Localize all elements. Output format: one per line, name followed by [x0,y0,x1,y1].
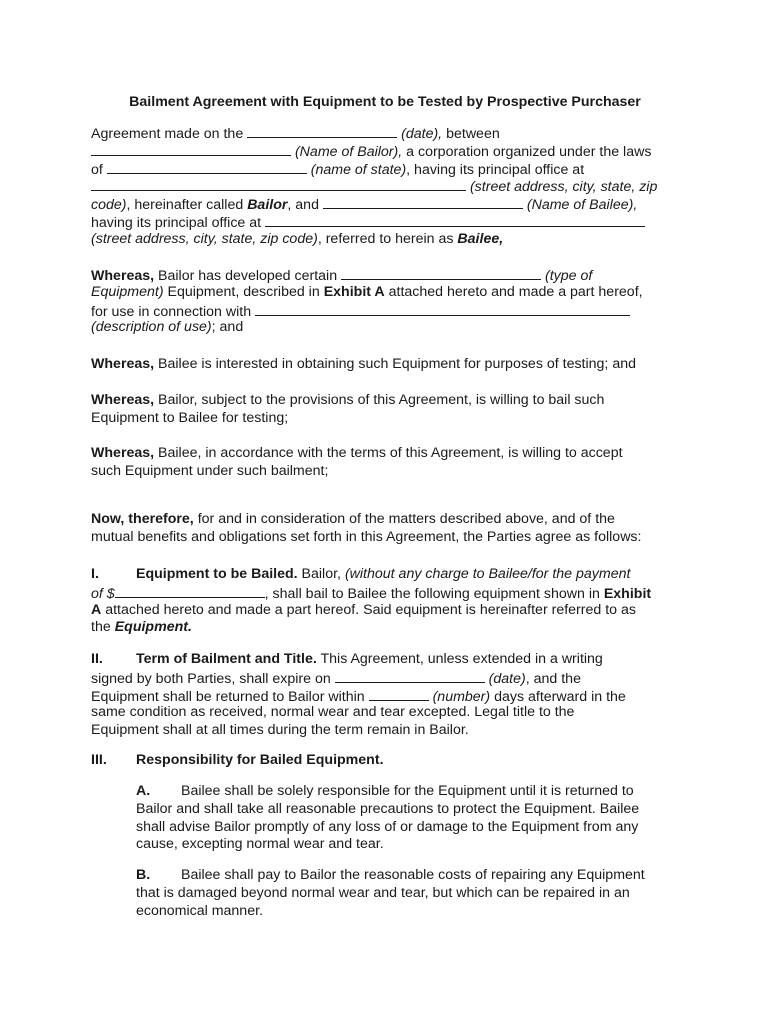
whereas-1-text-e: ; and [211,319,244,336]
intro-line-5 [91,195,691,213]
now-therefore-lead: Now, therefore, [91,511,194,527]
exhibit-letter: A [91,601,102,618]
whereas-1-text-c: attached hereto and made a part hereof, [388,283,643,300]
whereas-3-paragraph [91,392,691,428]
address-label: (street address, city, state, zip [469,179,658,196]
the-text: the [91,619,111,636]
intro-line-7 [91,231,691,249]
intro-line-1 [91,124,691,142]
section-3-a-text-1: Bailee shall be solely responsible for the Equipment until it is returned to [181,783,634,799]
section-1-line-3 [91,602,691,620]
expiry-date-blank [335,669,485,683]
state-label: (name of state) [310,161,407,178]
equipment-label: Equipment) [91,283,164,300]
section-2-line-3 [91,687,691,705]
referred-text: , referred to herein as [317,230,454,247]
section-1 [91,566,691,637]
intro-line-3 [91,160,691,178]
whereas-1-line-2 [91,284,691,302]
section-1-line-2 [91,584,691,602]
section-3-heading: Responsibility for Bailed Equipment. [136,752,384,768]
section-1-number: I. [91,566,99,582]
section-3-a-line-1 [136,783,696,801]
address-label-end: code) [91,197,127,214]
whereas-1-line-4 [91,319,691,337]
bailor-address-blank [91,177,466,191]
intro-line-4 [91,177,691,195]
principal-office-text-2: having its principal office at [91,214,262,231]
now-therefore-paragraph [91,511,691,547]
whereas-1-line-3 [91,302,691,320]
bailor-term: Bailor [247,197,288,214]
section-3-b-text-1: Bailee shall pay to Bailor the reasonable costs of repairing any Equipment [181,867,645,883]
whereas-4-text: Bailee, in accordance with the terms of this Agreement, is willing to accept [158,445,623,461]
equipment-term: Equipment. [114,619,192,636]
whereas-2-text: Bailee is interested in obtaining such Equipment for purposes of testing; and [158,356,636,372]
whereas-2-line-1 [91,356,691,374]
intro-paragraph [91,124,691,249]
bailor-name-label: (Name of Bailor), [294,143,403,160]
payment-amount-blank [115,584,265,598]
days-number-blank [369,687,429,701]
now-therefore-line-1 [91,511,691,529]
type-of-label: (type of [545,268,593,284]
address-label-2: (street address, city, state, zip code) [91,230,318,247]
section-3-a-line-4: cause, excepting normal wear and tear. [136,836,384,853]
whereas-2-paragraph [91,356,691,374]
section-3-number: III. [91,752,107,768]
exhibit-ref: Exhibit [603,585,652,602]
corp-organized-text: a corporation organized under the laws [406,143,652,160]
section-1-italic-a: (without any charge to Bailee/for the payment [344,566,631,582]
intro-line-6 [91,213,691,231]
section-3-b [136,867,696,920]
section-3-b-line-3: economical manner. [136,902,263,919]
section-3-b-line-1 [136,867,696,885]
whereas-1-paragraph [91,266,691,337]
use-description-blank [255,302,630,316]
bailee-name-blank [323,195,523,209]
section-1-text-b: , shall bail to Bailee the following equipment shown in [264,585,600,602]
section-2-line-4: same condition as received, normal wear and tear excepted. Legal title to the [91,704,575,721]
whereas-lead: Whereas, [91,268,155,284]
whereas-1-line-1 [91,266,691,284]
section-1-heading: Equipment to be Bailed. [136,566,298,582]
whereas-1-text-d: for use in connection with [91,303,252,320]
section-1-line-1 [91,566,691,584]
hereinafter-text: , hereinafter called [126,197,244,214]
date-label: (date), [401,126,443,142]
section-2-heading: Term of Bailment and Title. [136,651,317,667]
expiry-date-label: (date) [488,670,526,687]
now-therefore-line-2: mutual benefits and obligations set forth in this Agreement, the Parties agree as follows: [91,528,642,545]
section-2-text-c: , and the [525,670,581,687]
section-3-line-1 [91,752,691,770]
whereas-lead: Whereas, [91,356,155,372]
intro-text: Agreement made on the [91,126,244,142]
now-therefore-text: for and in consideration of the matters described above, and of the [197,511,615,527]
equipment-type-blank [341,266,541,280]
section-2-line-5: Equipment shall at all times during the term remain in Bailor. [91,722,469,739]
section-3-a-line-3: shall advise Bailor promptly of any loss of or damage to the Equipment from any [136,818,639,835]
whereas-1-text-b: Equipment, described in [167,283,320,300]
whereas-lead: Whereas, [91,445,155,461]
intro-line-2 [91,142,691,160]
bailee-name-label: (Name of Bailee), [526,197,638,214]
date-blank [247,124,397,138]
exhibit-a-ref: Exhibit A [323,283,385,300]
section-2-text-a: This Agreement, unless extended in a writing [320,651,603,667]
section-1-text-c: attached hereto and made a part hereof. Said equipment is hereinafter referred to as [105,601,636,618]
whereas-4-paragraph [91,445,691,481]
section-2-text-b: signed by both Parties, shall expire on [91,670,331,687]
whereas-4-line-2: such Equipment under such bailment; [91,462,329,479]
principal-office-text: , having its principal office at [406,161,585,178]
of-text: of [91,161,103,178]
use-description-label: (description of use) [91,319,212,336]
bailee-term: Bailee, [457,230,504,247]
section-1-text-a: Bailor, [301,566,341,582]
document-title: Bailment Agreement with Equipment to be Tested by Prospective Purchaser [129,94,641,110]
state-blank [107,160,307,174]
section-3-b-line-2: that is damaged beyond normal wear and tear, but which can be repaired in an [136,884,630,901]
number-label: (number) [432,688,491,705]
whereas-lead: Whereas, [91,392,155,408]
section-2-line-2 [91,669,691,687]
and-text: , and [287,197,319,214]
section-2 [91,651,691,740]
between-text: between [446,126,500,142]
subsection-a-label: A. [136,783,151,799]
whereas-3-line-1 [91,392,691,410]
section-2-line-1 [91,651,691,669]
section-2-text-d: Equipment shall be returned to Bailor within [91,688,365,705]
whereas-1-text: Bailor has developed certain [158,268,338,284]
whereas-3-text: Bailor, subject to the provisions of this Agreement, is willing to bail such [158,392,605,408]
section-2-text-e: days afterward in the [494,688,626,705]
section-3-a-line-2: Bailor and shall take all reasonable precautions to protect the Equipment. Bailee [136,800,640,817]
subsection-b-label: B. [136,867,151,883]
whereas-4-line-1 [91,445,691,463]
section-3-a [136,783,696,854]
section-2-number: II. [91,651,103,667]
section-1-line-4 [91,619,691,637]
bailor-name-blank [91,142,291,156]
section-1-dollar: of $ [91,585,115,602]
whereas-3-line-2: Equipment to Bailee for testing; [91,409,289,426]
bailee-address-blank [265,213,645,227]
section-3 [91,752,691,770]
